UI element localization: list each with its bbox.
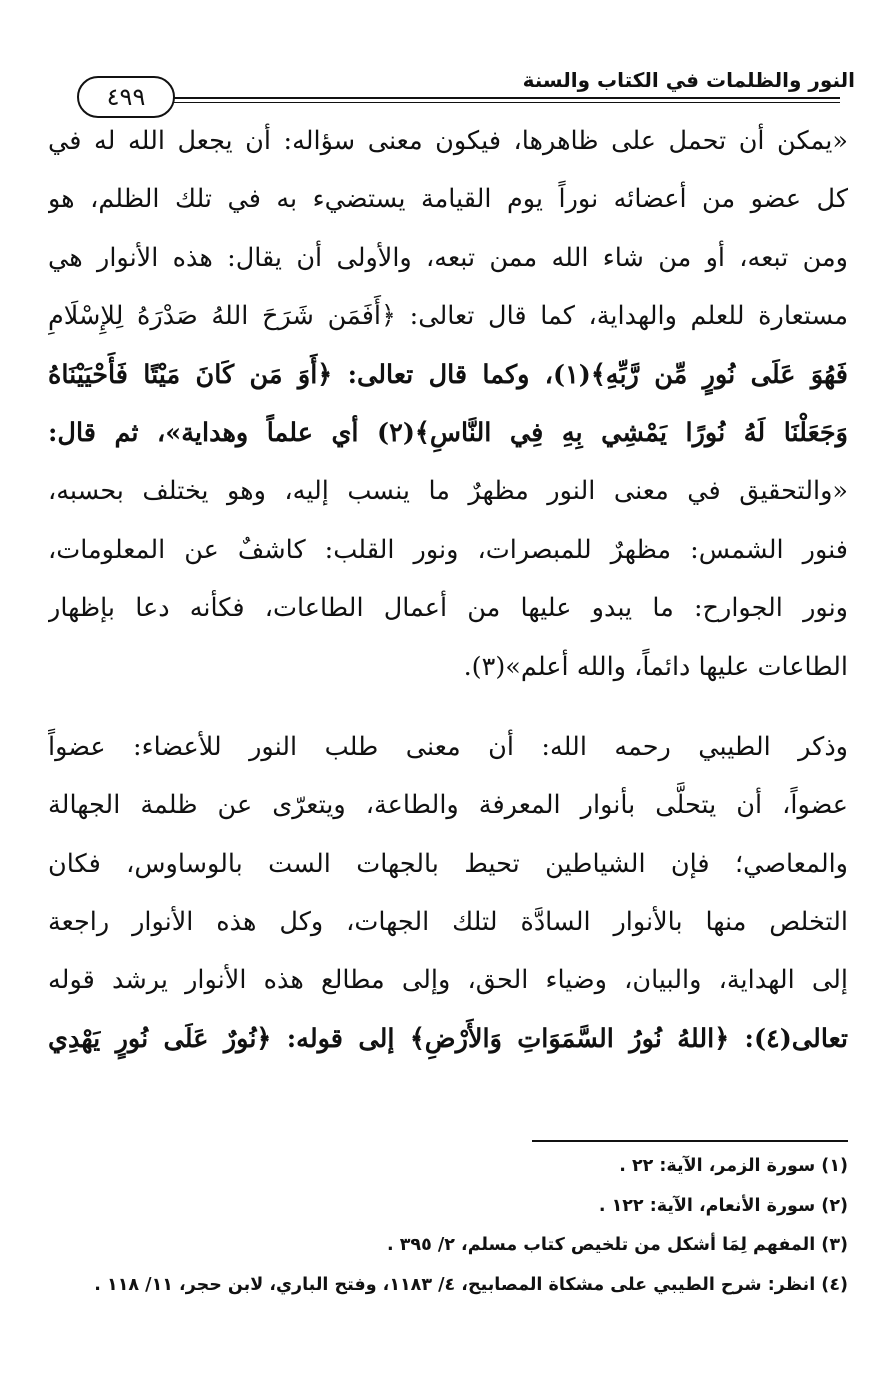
text-line: الطاعات عليها دائماً، والله أعلم»(٣). [463,651,848,682]
page-number: ٤٩٩ [77,76,175,118]
header-rule [150,97,840,99]
text-line: التخلص منها بالأنوار السادَّة لتلك الجهات، وكل هذه الأنوار راجعة [48,907,848,938]
text-line: كل عضو من أعضائه نوراً يوم القيامة يستضيء به في تلك الظلم، هو [48,184,848,215]
text-line: «والتحقيق في معنى النور مظهرٌ ما ينسب إليه، وهو يختلف بحسبه، [48,476,848,507]
footnote: (٣) المفهم لِمَا أشكل من تلخيص كتاب مسلم، ٢/ ٣٩٥ . [386,1235,848,1255]
text-line: إلى الهداية، والبيان، وضياء الحق، وإلى مطالع هذه الأنوار يرشد قوله [48,965,848,996]
footnotes [48,1147,848,1305]
running-title: النور والظلمات في الكتاب والسنة [522,68,855,92]
footnote-rule [532,1140,848,1142]
header-rule-thin [150,102,840,103]
text-line: تعالى(٤): ﴿اللهُ نُورُ السَّمَوَاتِ وَالأَرْضِ﴾ إلى قوله: ﴿نُورٌ عَلَى نُورٍ يَهْدِي [48,1023,848,1054]
footnote: (١) سورة الزمر، الآية: ٢٢ . [619,1156,848,1176]
text-line: عضواً، أن يتحلَّى بأنوار المعرفة والطاعة، ويتعرّى عن ظلمة الجهالة [48,790,848,821]
text-line: فَهُوَ عَلَى نُورٍ مِّن رَّبِّهِ﴾(١)، وكما قال تعالى: ﴿أَوَ مَن كَانَ مَيْتًا فَأَحْيَيْنَاهُ [48,359,848,390]
text-line: «يمكن أن تحمل على ظاهرها، فيكون معنى سؤاله: أن يجعل الله له في [48,126,848,156]
text-line: وذكر الطيبي رحمه الله: أن معنى طلب النور للأعضاء: عضواً [48,731,848,762]
text-line: وَجَعَلْنَا لَهُ نُورًا يَمْشِي بِهِ فِي النَّاسِ﴾(٢) أي علماً وهداية»، ثم قال: [48,417,848,448]
paragraph-gap [48,696,848,718]
footnote: (٤) انظر: شرح الطيبي على مشكاة المصابيح، ٤/ ١١٨٣، وفتح الباري، لابن حجر، ١١/ ١١٨ . [94,1274,848,1295]
footnote: (٢) سورة الأنعام، الآية: ١٢٢ . [598,1195,848,1216]
text-line: ومن تبعه، أو من شاء الله ممن تبعه، والأولى أن يقال: هذه الأنوار هي [48,242,848,273]
text-line: فنور الشمس: مظهرٌ للمبصرات، ونور القلب: كاشفٌ عن المعلومات، [48,534,848,565]
text-line: ونور الجوارح: ما يبدو عليها من أعمال الطاعات، فكأنه دعا بإظهار [48,593,848,624]
text-line: والمعاصي؛ فإن الشياطين تحيط بالجهات الست بالوساوس، فكان [48,848,848,879]
text-line: مستعارة للعلم والهداية، كما قال تعالى: ﴿أَفَمَن شَرَحَ اللهُ صَدْرَهُ لِلإِسْلَامِ [48,301,848,332]
main-text [48,112,848,1068]
